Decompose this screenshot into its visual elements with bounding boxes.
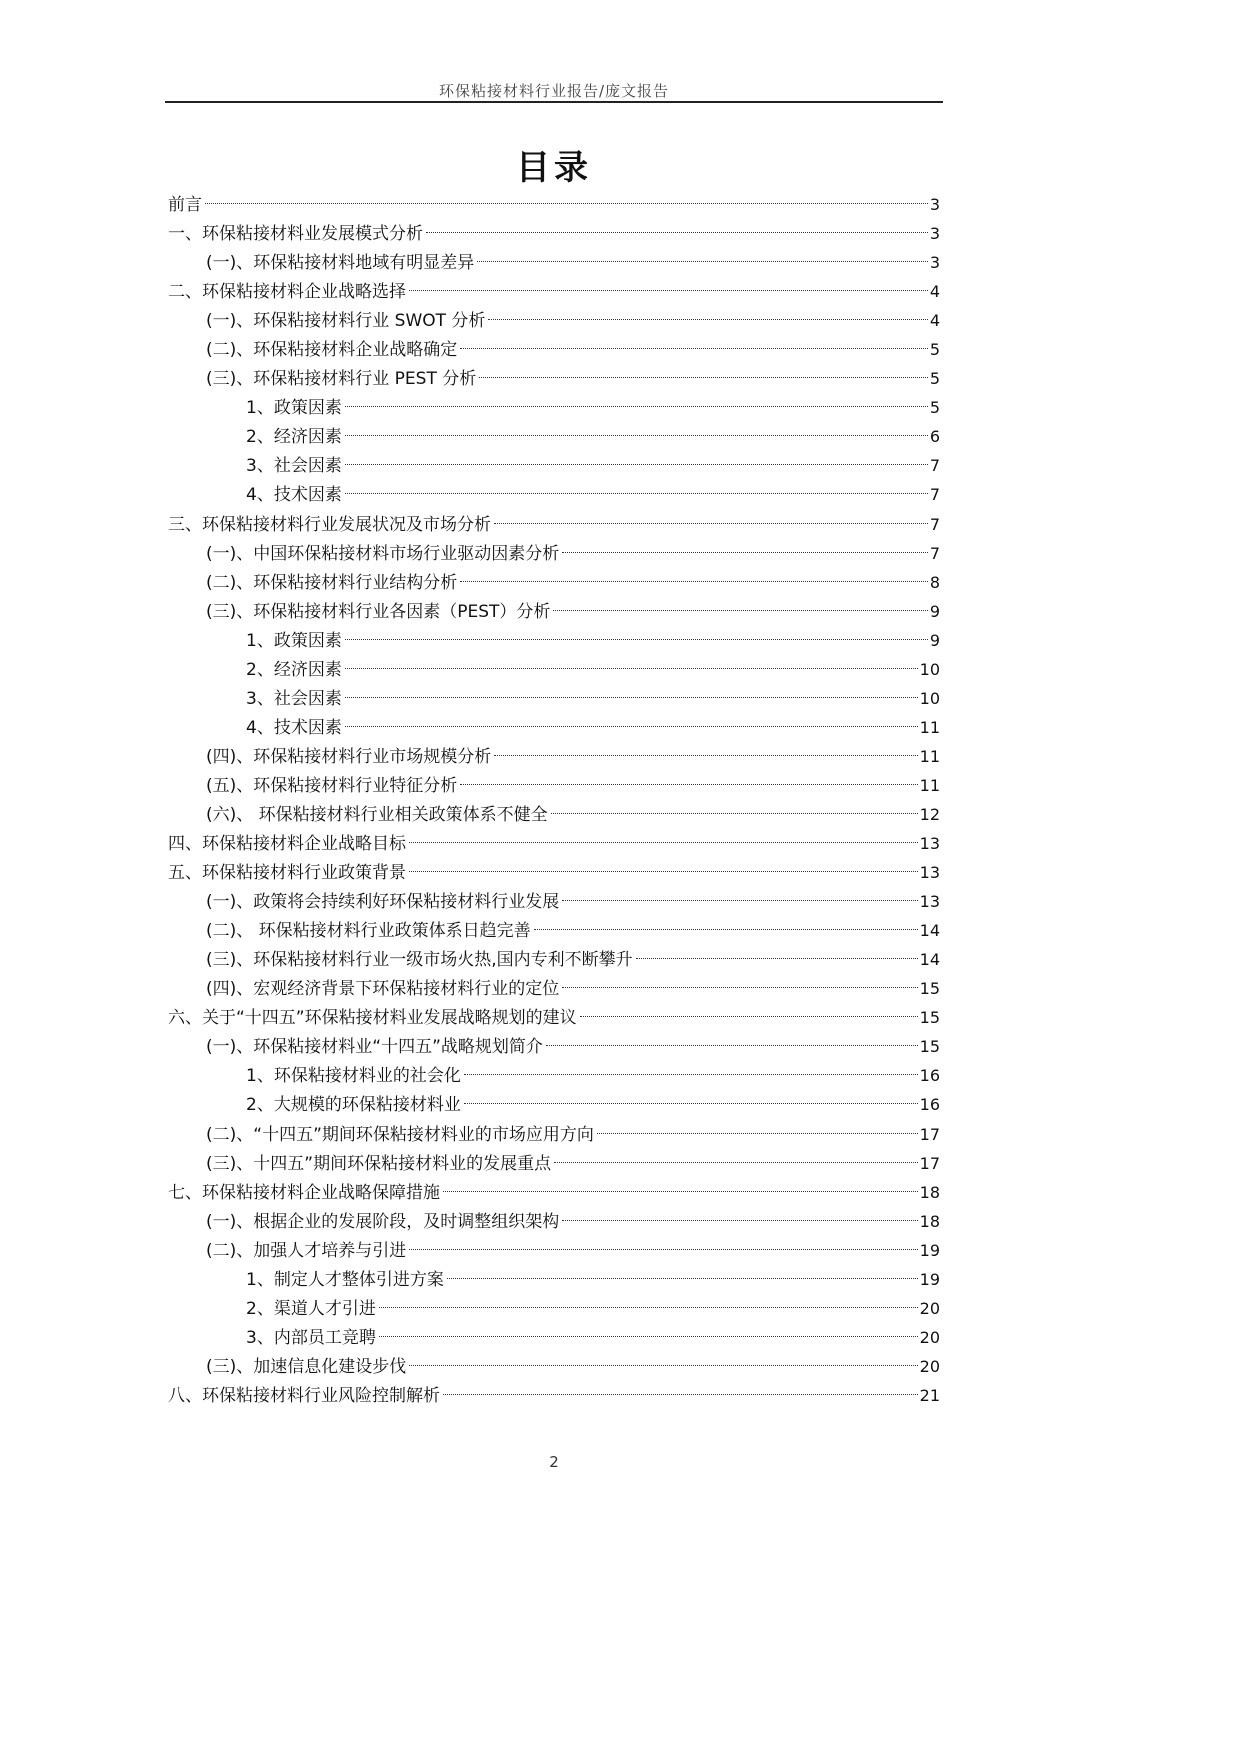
- toc-entry[interactable]: [168, 1003, 940, 1032]
- toc-dot-leader: [494, 523, 928, 524]
- toc-dot-leader: [426, 232, 928, 233]
- toc-dot-leader: [464, 1074, 918, 1075]
- toc-dot-leader: [345, 668, 918, 669]
- toc-entry[interactable]: [168, 1061, 940, 1090]
- toc-dot-leader: [205, 203, 928, 204]
- toc-entry-page: 21: [919, 1385, 940, 1405]
- toc-entry-page: 7: [929, 543, 940, 563]
- toc-entry[interactable]: [168, 684, 940, 713]
- toc-dot-leader: [379, 1336, 918, 1337]
- toc-entry[interactable]: [168, 626, 940, 655]
- toc-entry[interactable]: [168, 800, 940, 829]
- toc-entry[interactable]: [168, 1090, 940, 1119]
- toc-dot-leader: [443, 1394, 918, 1395]
- toc-entry-title: 1、制定人才整体引进方案: [246, 1269, 444, 1290]
- toc-entry-page: 11: [919, 775, 940, 795]
- toc-entry-title: (五)、环保粘接材料行业特征分析: [206, 775, 458, 796]
- toc-dot-leader: [345, 697, 918, 698]
- toc-entry-title: (一)、中国环保粘接材料市场行业驱动因素分析: [206, 543, 560, 564]
- toc-entry-page: 13: [919, 834, 940, 854]
- toc-entry-page: 20: [919, 1327, 940, 1347]
- toc-entry-title: 2、渠道人才引进: [246, 1298, 376, 1319]
- toc-entry-page: 4: [929, 282, 940, 302]
- toc-entry-title: 四、环保粘接材料企业战略目标: [168, 834, 406, 855]
- toc-dot-leader: [409, 1365, 917, 1366]
- toc-entry[interactable]: [168, 451, 940, 480]
- toc-dot-leader: [554, 1162, 918, 1163]
- toc-entry[interactable]: [168, 568, 940, 597]
- toc-entry[interactable]: [168, 335, 940, 364]
- toc-entry-title: 2、经济因素: [246, 659, 342, 680]
- toc-entry-title: (一)、环保粘接材料行业 SWOT 分析: [206, 311, 486, 332]
- toc-entry-page: 7: [929, 514, 940, 534]
- toc-entry[interactable]: [168, 1265, 940, 1294]
- toc-entry-title: 2、大规模的环保粘接材料业: [246, 1095, 461, 1116]
- toc-dot-leader: [345, 726, 918, 727]
- toc-dot-leader: [479, 377, 928, 378]
- toc-entry-page: 15: [919, 1037, 940, 1057]
- toc-entry-title: 二、环保粘接材料企业战略选择: [168, 282, 406, 303]
- toc-entry-page: 14: [919, 921, 940, 941]
- toc-entry-page: 15: [919, 1008, 940, 1028]
- toc-entry-page: 4: [929, 311, 940, 331]
- toc-entry[interactable]: [168, 1207, 940, 1236]
- toc-entry-page: 3: [929, 224, 940, 244]
- toc-entry-page: 9: [929, 601, 940, 621]
- toc-dot-leader: [379, 1307, 918, 1308]
- toc-dot-leader: [460, 784, 917, 785]
- toc-entry-page: 14: [919, 950, 940, 970]
- toc-entry-title: (三)、加速信息化建设步伐: [206, 1356, 407, 1377]
- toc-entry-title: 1、政策因素: [246, 398, 342, 419]
- toc-title: 目录: [516, 148, 592, 188]
- toc-entry[interactable]: [168, 510, 940, 539]
- toc-dot-leader: [409, 842, 918, 843]
- toc-entry-title: (三)、环保粘接材料行业各因素（PEST）分析: [206, 601, 551, 622]
- toc-entry-title: 3、社会因素: [246, 688, 342, 709]
- toc-dot-leader: [447, 1278, 918, 1279]
- toc-entry-title: (二)、 环保粘接材料行业政策体系日趋完善: [206, 921, 531, 942]
- toc-entry[interactable]: [168, 1032, 940, 1061]
- toc-entry[interactable]: [168, 422, 940, 451]
- toc-dot-leader: [409, 290, 928, 291]
- toc-entry-page: 16: [919, 1095, 940, 1115]
- toc-dot-leader: [580, 1016, 918, 1017]
- toc-entry-page: 13: [919, 892, 940, 912]
- toc-entry-title: (二)、加强人才培养与引进: [206, 1240, 407, 1261]
- toc-entry-title: (三)、十四五”期间环保粘接材料业的发展重点: [206, 1153, 552, 1174]
- toc-entry-page: 5: [929, 369, 940, 389]
- toc-entry-title: (一)、环保粘接材料业“十四五”战略规划简介: [206, 1037, 543, 1058]
- toc-entry-title: (二)、环保粘接材料企业战略确定: [206, 340, 458, 361]
- toc-entry[interactable]: [168, 1149, 940, 1178]
- toc-entry[interactable]: [168, 364, 940, 393]
- toc-entry-title: 前言: [168, 195, 202, 215]
- toc-entry-page: 19: [919, 1269, 940, 1289]
- toc-entry-title: 七、环保粘接材料企业战略保障措施: [168, 1182, 440, 1203]
- toc-dot-leader: [597, 1133, 918, 1134]
- toc-entry-page: 7: [929, 485, 940, 505]
- toc-entry[interactable]: [168, 1294, 940, 1323]
- toc-entry-page: 19: [919, 1240, 940, 1260]
- toc-entry[interactable]: [168, 277, 940, 306]
- toc-entry-title: (三)、环保粘接材料行业一级市场火热,国内专利不断攀升: [206, 950, 633, 971]
- toc-entry-page: 8: [929, 572, 940, 592]
- toc-entry-page: 9: [929, 630, 940, 650]
- toc-entry-title: (一)、政策将会持续利好环保粘接材料行业发展: [206, 892, 560, 913]
- toc-entry[interactable]: [168, 190, 940, 219]
- toc-entry-title: 4、技术因素: [246, 485, 342, 506]
- toc-entry-title: (四)、环保粘接材料行业市场规模分析: [206, 746, 492, 767]
- toc-dot-leader: [345, 639, 928, 640]
- toc-dot-leader: [345, 406, 928, 407]
- toc-dot-leader: [494, 755, 917, 756]
- toc-entry-page: 17: [919, 1124, 940, 1144]
- toc-entry[interactable]: [168, 480, 940, 509]
- toc-entry-title: 一、环保粘接材料业发展模式分析: [168, 224, 423, 245]
- toc-entry[interactable]: [168, 771, 940, 800]
- toc-entry-title: (六)、 环保粘接材料行业相关政策体系不健全: [206, 804, 548, 825]
- toc-entry-title: 3、内部员工竞聘: [246, 1327, 376, 1348]
- toc-entry-title: 1、政策因素: [246, 630, 342, 651]
- toc-entry-title: 3、社会因素: [246, 456, 342, 477]
- header-divider: [165, 101, 943, 103]
- toc-entry-page: 10: [919, 659, 940, 679]
- toc-entry-title: (二)、“十四五”期间环保粘接材料业的市场应用方向: [206, 1124, 594, 1145]
- toc-entry-page: 18: [919, 1182, 940, 1202]
- toc-entry-page: 11: [919, 717, 940, 737]
- toc-dot-leader: [409, 1249, 917, 1250]
- toc-entry-page: 11: [919, 746, 940, 766]
- toc-entry[interactable]: [168, 916, 940, 945]
- toc-entry-page: 13: [919, 863, 940, 883]
- toc-entry-title: (一)、环保粘接材料地域有明显差异: [206, 253, 475, 274]
- toc-entry[interactable]: [168, 1178, 940, 1207]
- toc-dot-leader: [534, 929, 918, 930]
- toc-entry-title: 4、技术因素: [246, 717, 342, 738]
- toc-dot-leader: [553, 610, 927, 611]
- toc-entry-title: (一)、根据企业的发展阶段，及时调整组织架构: [206, 1211, 560, 1232]
- toc-dot-leader: [562, 900, 917, 901]
- running-header: 环保粘接材料行业报告/庞文报告: [438, 82, 670, 100]
- toc-dot-leader: [488, 319, 927, 320]
- toc-entry[interactable]: [168, 306, 940, 335]
- toc-dot-leader: [477, 261, 928, 262]
- toc-dot-leader: [636, 958, 918, 959]
- toc-dot-leader: [562, 552, 928, 553]
- toc-entry[interactable]: [168, 858, 940, 887]
- toc-entry[interactable]: [168, 248, 940, 277]
- table-of-contents: [168, 190, 940, 1410]
- toc-dot-leader: [546, 1045, 918, 1046]
- toc-entry-title: (三)、环保粘接材料行业 PEST 分析: [206, 369, 477, 390]
- toc-entry[interactable]: [168, 1323, 940, 1352]
- toc-entry[interactable]: [168, 1236, 940, 1265]
- toc-dot-leader: [460, 581, 928, 582]
- toc-entry[interactable]: [168, 655, 940, 684]
- toc-entry[interactable]: [168, 1120, 940, 1149]
- toc-entry[interactable]: [168, 1352, 940, 1381]
- toc-entry-title: 八、环保粘接材料行业风险控制解析: [168, 1385, 440, 1406]
- toc-dot-leader: [562, 987, 917, 988]
- toc-entry[interactable]: [168, 1381, 940, 1410]
- toc-entry[interactable]: [168, 742, 940, 771]
- toc-dot-leader: [460, 348, 928, 349]
- toc-entry[interactable]: [168, 393, 940, 422]
- toc-entry-title: (二)、环保粘接材料行业结构分析: [206, 572, 458, 593]
- toc-entry-page: 10: [919, 688, 940, 708]
- toc-entry[interactable]: [168, 974, 940, 1003]
- toc-dot-leader: [345, 435, 928, 436]
- toc-entry-page: 3: [929, 253, 940, 273]
- toc-dot-leader: [345, 464, 928, 465]
- toc-dot-leader: [551, 813, 918, 814]
- toc-entry-title: 三、环保粘接材料行业发展状况及市场分析: [168, 514, 491, 535]
- toc-entry[interactable]: [168, 539, 940, 568]
- toc-entry-page: 16: [919, 1066, 940, 1086]
- toc-entry-page: 12: [919, 804, 940, 824]
- toc-entry-page: 17: [919, 1153, 940, 1173]
- toc-dot-leader: [443, 1191, 918, 1192]
- toc-entry[interactable]: [168, 597, 940, 626]
- toc-entry-page: 20: [919, 1298, 940, 1318]
- toc-dot-leader: [464, 1103, 918, 1104]
- toc-entry[interactable]: [168, 945, 940, 974]
- page-number: 2: [549, 1453, 559, 1471]
- toc-entry-page: 7: [929, 456, 940, 476]
- toc-dot-leader: [345, 493, 928, 494]
- toc-entry-page: 18: [919, 1211, 940, 1231]
- toc-dot-leader: [562, 1220, 917, 1221]
- toc-entry-page: 15: [919, 979, 940, 999]
- toc-entry[interactable]: [168, 713, 940, 742]
- toc-entry-title: (四)、宏观经济背景下环保粘接材料行业的定位: [206, 979, 560, 1000]
- toc-entry-page: 5: [929, 340, 940, 360]
- toc-entry-title: 五、环保粘接材料行业政策背景: [168, 863, 406, 884]
- toc-entry-page: 5: [929, 398, 940, 418]
- toc-entry[interactable]: [168, 219, 940, 248]
- toc-dot-leader: [409, 871, 918, 872]
- toc-entry-title: 2、经济因素: [246, 427, 342, 448]
- toc-entry-title: 六、关于“十四五”环保粘接材料业发展战略规划的建议: [168, 1008, 577, 1029]
- toc-entry[interactable]: [168, 829, 940, 858]
- toc-entry-page: 3: [929, 195, 940, 214]
- toc-entry-page: 20: [919, 1356, 940, 1376]
- toc-entry-title: 1、环保粘接材料业的社会化: [246, 1066, 461, 1087]
- toc-entry[interactable]: [168, 887, 940, 916]
- toc-entry-page: 6: [929, 427, 940, 447]
